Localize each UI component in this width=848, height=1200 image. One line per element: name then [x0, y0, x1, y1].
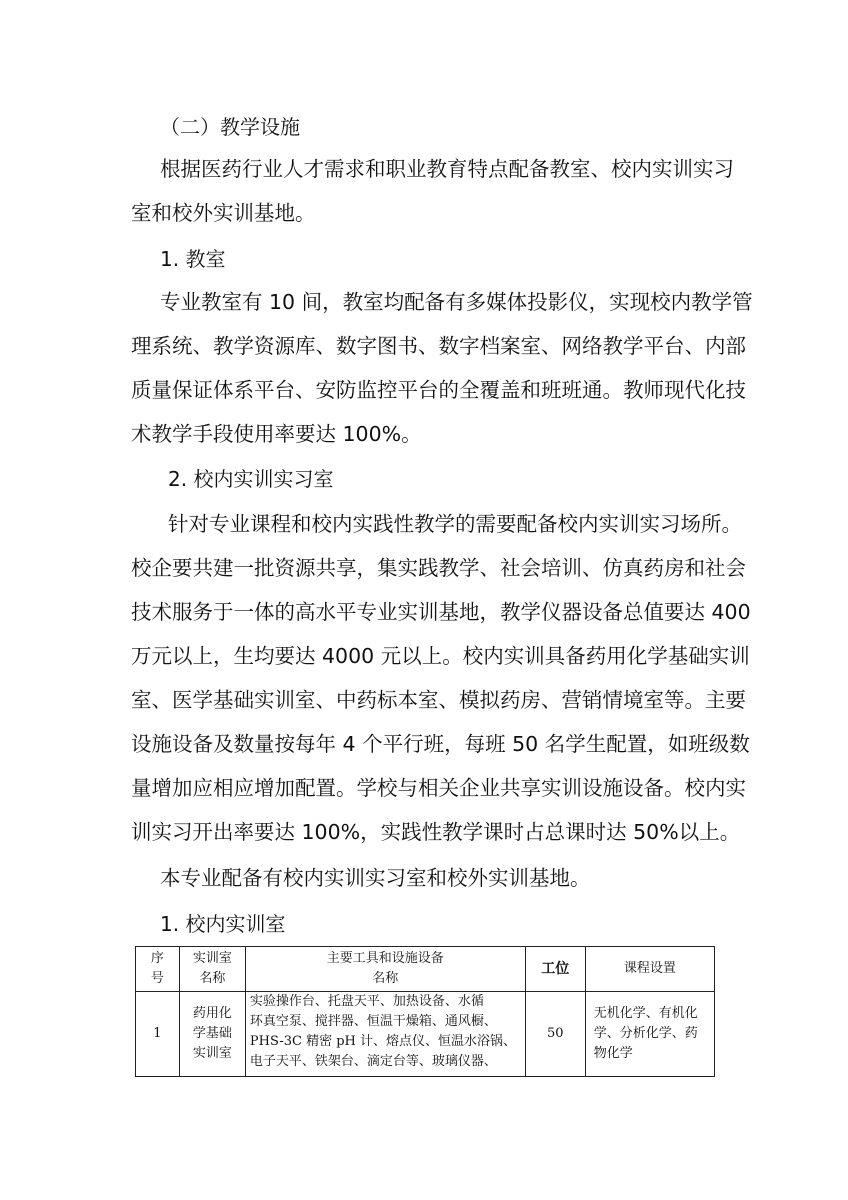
classroom-line-1: 专业教室有 10 间，教室均配备有多媒体投影仪，实现校内教学管: [160, 290, 753, 314]
header-no: 序 号: [136, 947, 180, 992]
row-seats: 50: [525, 992, 585, 1077]
row-lab: 药用化 学基础 实训室: [179, 992, 245, 1077]
table-row: [136, 992, 715, 1077]
classroom-heading: 1. 教室: [160, 247, 226, 271]
training-line-1: 针对专业课程和校内实践性教学的需要配备校内实训实习场所。: [168, 512, 742, 536]
header-seats: 工位: [525, 947, 585, 992]
classroom-line-3: 质量保证体系平台、安防监控平台的全覆盖和班班通。教师现代化技: [131, 378, 746, 402]
classroom-line-4: 术教学手段使用率要达 100%。: [131, 422, 422, 446]
header-tools: 主要工具和设施设备 名称: [245, 947, 525, 992]
table-header-row: [136, 947, 715, 992]
training-line-7: 量增加应相应增加配置。学校与相关企业共享实训设施设备。校内实: [131, 776, 746, 800]
intro-line-1: 根据医药行业人才需求和职业教育特点配备教室、校内实训实习: [160, 157, 734, 181]
training-line-3: 技术服务于一体的高水平专业实训基地，教学仪器设备总值要达 400: [131, 600, 751, 624]
classroom-line-2: 理系统、教学资源库、数字图书、数字档案室、网络教学平台、内部: [131, 334, 746, 358]
row-courses: 无机化学、有机化 学、分析化学、药 物化学: [585, 992, 714, 1077]
training-line-6: 设施设备及数量按每年 4 个平行班，每班 50 名学生配置，如班级数: [131, 732, 750, 756]
training-line-8: 训实习开出率要达 100%，实践性教学课时占总课时达 50%以上。: [131, 820, 741, 844]
training-line-4: 万元以上，生均要达 4000 元以上。校内实训具备药用化学基础实训: [131, 644, 750, 668]
header-lab: 实训室 名称: [179, 947, 245, 992]
intro-line-2: 室和校外实训基地。: [131, 201, 316, 225]
header-courses: 课程设置: [585, 947, 714, 992]
lab-table: [135, 946, 715, 1077]
training-line-5: 室、医学基础实训室、中药标本室、模拟药房、营销情境室等。主要: [131, 688, 746, 712]
row-tools: 实验操作台、托盘天平、加热设备、水循 环真空泵、搅拌器、恒温干燥箱、通风橱、 PHS-3C 精密 pH 计、熔点仪、恒温水浴锅、 电子天平、铁架台、滴定台等、玻璃仪器、: [245, 992, 525, 1077]
summary-text: 本专业配备有校内实训实习室和校外实训基地。: [160, 866, 591, 890]
training-line-2: 校企要共建一批资源共享，集实践教学、社会培训、仿真药房和社会: [131, 556, 746, 580]
row-no: 1: [136, 992, 180, 1077]
training-heading: 2. 校内实训实习室: [168, 467, 334, 491]
lab-heading: 1. 校内实训室: [160, 912, 286, 936]
section-heading: （二）教学设施: [160, 115, 300, 139]
